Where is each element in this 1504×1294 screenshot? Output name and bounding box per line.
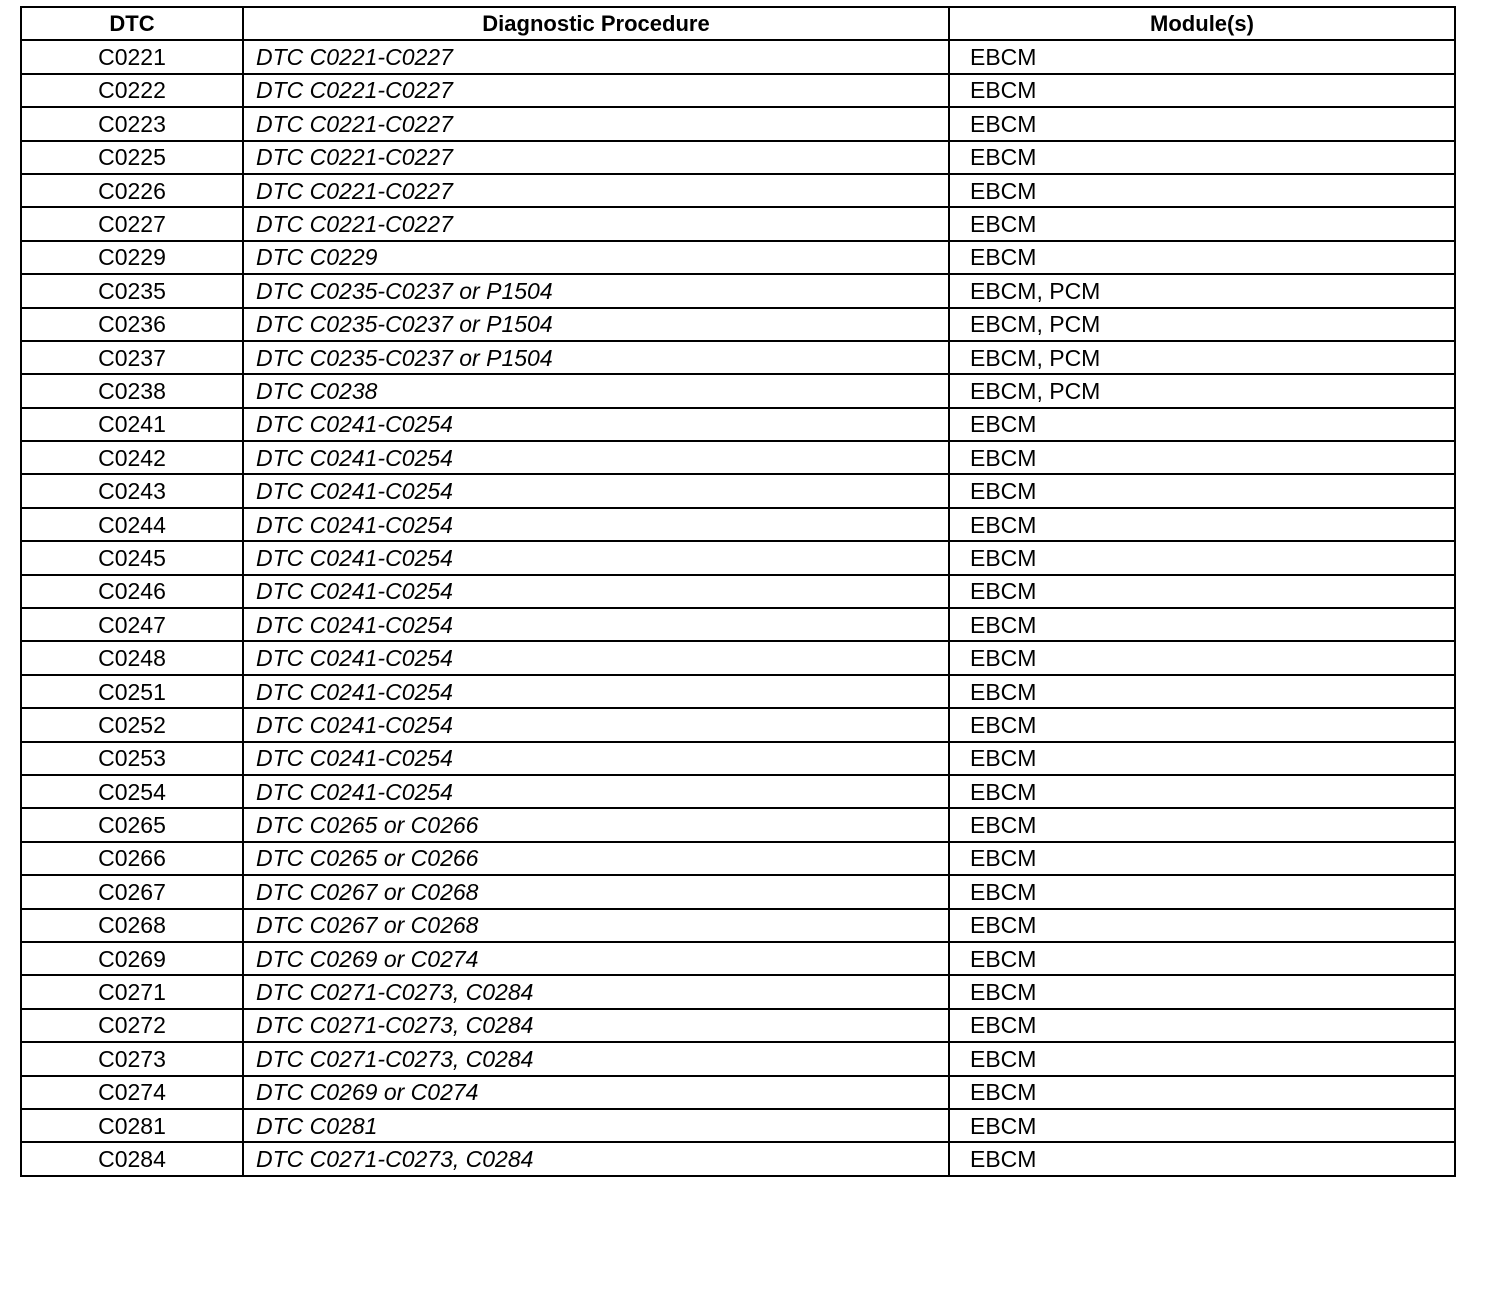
dtc-code-cell: C0225 [21, 141, 243, 174]
modules-cell: EBCM [949, 575, 1455, 608]
table-row [21, 474, 1455, 507]
table-row [21, 641, 1455, 674]
table-row [21, 40, 1455, 73]
dtc-code-cell: C0223 [21, 107, 243, 140]
dtc-code-cell: C0284 [21, 1142, 243, 1175]
diagnostic-procedure-cell: DTC C0241-C0254 [243, 508, 949, 541]
dtc-code-cell: C0238 [21, 374, 243, 407]
dtc-code-cell: C0248 [21, 641, 243, 674]
dtc-code-cell: C0237 [21, 341, 243, 374]
modules-cell: EBCM [949, 975, 1455, 1008]
table-row [21, 1109, 1455, 1142]
table-row [21, 608, 1455, 641]
table-row [21, 842, 1455, 875]
diagnostic-procedure-cell: DTC C0267 or C0268 [243, 875, 949, 908]
diagnostic-procedure-cell: DTC C0241-C0254 [243, 641, 949, 674]
dtc-code-cell: C0267 [21, 875, 243, 908]
diagnostic-procedure-cell: DTC C0241-C0254 [243, 474, 949, 507]
diagnostic-procedure-cell: DTC C0271-C0273, C0284 [243, 1009, 949, 1042]
diagnostic-procedure-cell: DTC C0241-C0254 [243, 408, 949, 441]
diagnostic-procedure-cell: DTC C0267 or C0268 [243, 909, 949, 942]
diagnostic-procedure-cell: DTC C0241-C0254 [243, 675, 949, 708]
table-row [21, 207, 1455, 240]
diagnostic-procedure-cell: DTC C0269 or C0274 [243, 1076, 949, 1109]
table-row [21, 74, 1455, 107]
table-row [21, 508, 1455, 541]
table-row [21, 975, 1455, 1008]
dtc-code-cell: C0242 [21, 441, 243, 474]
diagnostic-procedure-cell: DTC C0271-C0273, C0284 [243, 1042, 949, 1075]
dtc-code-cell: C0245 [21, 541, 243, 574]
dtc-code-cell: C0274 [21, 1076, 243, 1109]
table-row [21, 1076, 1455, 1109]
table-row [21, 241, 1455, 274]
diagnostic-procedure-cell: DTC C0271-C0273, C0284 [243, 975, 949, 1008]
diagnostic-procedure-cell: DTC C0241-C0254 [243, 575, 949, 608]
diagnostic-procedure-cell: DTC C0265 or C0266 [243, 808, 949, 841]
modules-cell: EBCM, PCM [949, 308, 1455, 341]
dtc-code-cell: C0268 [21, 909, 243, 942]
diagnostic-procedure-cell: DTC C0238 [243, 374, 949, 407]
dtc-code-cell: C0271 [21, 975, 243, 1008]
diagnostic-procedure-cell: DTC C0241-C0254 [243, 541, 949, 574]
modules-cell: EBCM [949, 1042, 1455, 1075]
dtc-code-cell: C0229 [21, 241, 243, 274]
diagnostic-procedure-cell: DTC C0241-C0254 [243, 708, 949, 741]
table-row [21, 708, 1455, 741]
table-row [21, 575, 1455, 608]
modules-cell: EBCM [949, 742, 1455, 775]
dtc-code-cell: C0227 [21, 207, 243, 240]
table-row [21, 742, 1455, 775]
dtc-code-cell: C0273 [21, 1042, 243, 1075]
procedure-column-header: Diagnostic Procedure [243, 7, 949, 40]
dtc-document [20, 6, 1454, 1177]
diagnostic-procedure-cell: DTC C0221-C0227 [243, 141, 949, 174]
diagnostic-procedure-cell: DTC C0229 [243, 241, 949, 274]
dtc-code-cell: C0221 [21, 40, 243, 73]
table-row [21, 308, 1455, 341]
table-row [21, 408, 1455, 441]
dtc-code-cell: C0226 [21, 174, 243, 207]
modules-cell: EBCM [949, 641, 1455, 674]
modules-cell: EBCM [949, 441, 1455, 474]
table-row [21, 909, 1455, 942]
dtc-code-cell: C0222 [21, 74, 243, 107]
dtc-code-cell: C0251 [21, 675, 243, 708]
diagnostic-procedure-cell: DTC C0265 or C0266 [243, 842, 949, 875]
table-body [21, 40, 1455, 1175]
table-row [21, 942, 1455, 975]
table-row [21, 775, 1455, 808]
dtc-table [20, 6, 1456, 1177]
table-row [21, 1009, 1455, 1042]
dtc-code-cell: C0252 [21, 708, 243, 741]
diagnostic-procedure-cell: DTC C0241-C0254 [243, 742, 949, 775]
diagnostic-procedure-cell: DTC C0271-C0273, C0284 [243, 1142, 949, 1175]
modules-cell: EBCM [949, 909, 1455, 942]
diagnostic-procedure-cell: DTC C0281 [243, 1109, 949, 1142]
table-row [21, 441, 1455, 474]
table-row [21, 141, 1455, 174]
modules-cell: EBCM [949, 1009, 1455, 1042]
table-row [21, 675, 1455, 708]
dtc-code-cell: C0253 [21, 742, 243, 775]
dtc-code-cell: C0254 [21, 775, 243, 808]
diagnostic-procedure-cell: DTC C0235-C0237 or P1504 [243, 308, 949, 341]
diagnostic-procedure-cell: DTC C0221-C0227 [243, 74, 949, 107]
diagnostic-procedure-cell: DTC C0221-C0227 [243, 174, 949, 207]
modules-cell: EBCM, PCM [949, 274, 1455, 307]
modules-cell: EBCM [949, 107, 1455, 140]
diagnostic-procedure-cell: DTC C0241-C0254 [243, 775, 949, 808]
diagnostic-procedure-cell: DTC C0269 or C0274 [243, 942, 949, 975]
table-row [21, 1042, 1455, 1075]
modules-cell: EBCM [949, 1142, 1455, 1175]
modules-cell: EBCM [949, 1109, 1455, 1142]
dtc-code-cell: C0236 [21, 308, 243, 341]
modules-cell: EBCM [949, 608, 1455, 641]
modules-cell: EBCM [949, 541, 1455, 574]
diagnostic-procedure-cell: DTC C0241-C0254 [243, 608, 949, 641]
table-row [21, 174, 1455, 207]
modules-cell: EBCM [949, 40, 1455, 73]
table-row [21, 541, 1455, 574]
modules-cell: EBCM [949, 141, 1455, 174]
dtc-code-cell: C0244 [21, 508, 243, 541]
modules-cell: EBCM [949, 1076, 1455, 1109]
dtc-code-cell: C0269 [21, 942, 243, 975]
dtc-code-cell: C0272 [21, 1009, 243, 1042]
diagnostic-procedure-cell: DTC C0241-C0254 [243, 441, 949, 474]
dtc-code-cell: C0265 [21, 808, 243, 841]
diagnostic-procedure-cell: DTC C0235-C0237 or P1504 [243, 274, 949, 307]
dtc-code-cell: C0241 [21, 408, 243, 441]
dtc-code-cell: C0235 [21, 274, 243, 307]
diagnostic-procedure-cell: DTC C0221-C0227 [243, 107, 949, 140]
modules-cell: EBCM [949, 842, 1455, 875]
diagnostic-procedure-cell: DTC C0221-C0227 [243, 207, 949, 240]
modules-cell: EBCM, PCM [949, 374, 1455, 407]
dtc-column-header: DTC [21, 7, 243, 40]
modules-cell: EBCM [949, 942, 1455, 975]
modules-cell: EBCM [949, 675, 1455, 708]
modules-cell: EBCM [949, 708, 1455, 741]
table-row [21, 1142, 1455, 1175]
table-row [21, 274, 1455, 307]
table-row [21, 341, 1455, 374]
dtc-code-cell: C0247 [21, 608, 243, 641]
table-header-row [21, 7, 1455, 40]
modules-cell: EBCM [949, 74, 1455, 107]
modules-cell: EBCM [949, 408, 1455, 441]
table-row [21, 374, 1455, 407]
modules-column-header: Module(s) [949, 7, 1455, 40]
table-row [21, 808, 1455, 841]
table-row [21, 875, 1455, 908]
modules-cell: EBCM [949, 508, 1455, 541]
modules-cell: EBCM [949, 808, 1455, 841]
dtc-code-cell: C0281 [21, 1109, 243, 1142]
modules-cell: EBCM [949, 241, 1455, 274]
dtc-code-cell: C0246 [21, 575, 243, 608]
dtc-code-cell: C0243 [21, 474, 243, 507]
table-row [21, 107, 1455, 140]
diagnostic-procedure-cell: DTC C0235-C0237 or P1504 [243, 341, 949, 374]
diagnostic-procedure-cell: DTC C0221-C0227 [243, 40, 949, 73]
modules-cell: EBCM [949, 207, 1455, 240]
modules-cell: EBCM [949, 474, 1455, 507]
modules-cell: EBCM [949, 174, 1455, 207]
modules-cell: EBCM [949, 775, 1455, 808]
dtc-code-cell: C0266 [21, 842, 243, 875]
modules-cell: EBCM [949, 875, 1455, 908]
modules-cell: EBCM, PCM [949, 341, 1455, 374]
